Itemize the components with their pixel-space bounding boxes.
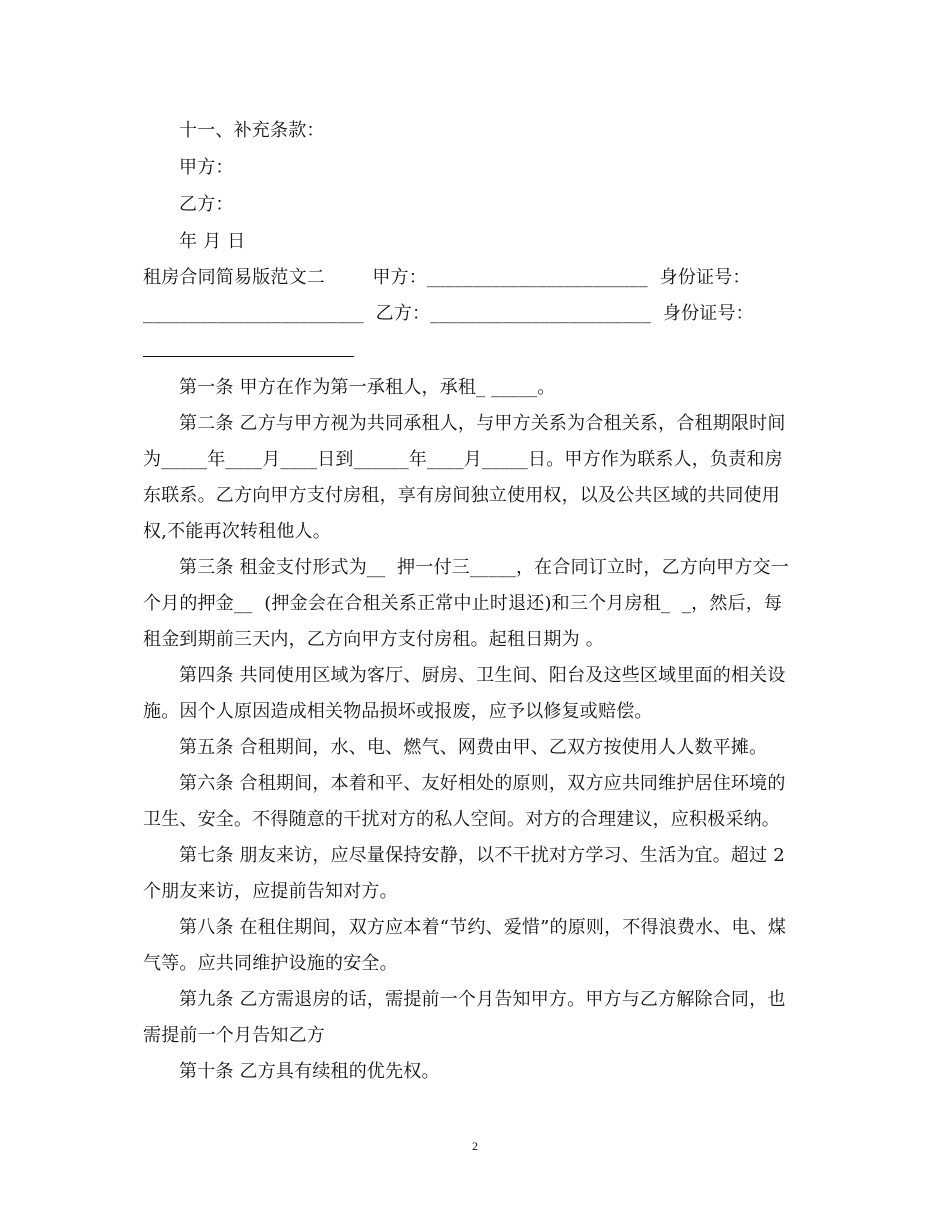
article-7-line-2: 个朋友来访，应提前告知对方。: [143, 881, 398, 902]
supplement-party-b: 乙方：: [179, 194, 234, 215]
supplement-heading: 十一、补充条款：: [179, 120, 325, 141]
article-2-line-4: 权,不能再次转租他人。: [143, 521, 331, 542]
page-number: 2: [472, 1139, 478, 1153]
article-6-line-2: 卫生、安全。不得随意的干扰对方的私人空间。对方的合理建议，应积极采纳。: [143, 809, 780, 830]
article-9-line-1: 第九条 乙方需退房的话，需提前一个月告知甲方。甲方与乙方解除合同，也: [179, 989, 786, 1010]
article-3-line-3: 租金到期前三天内，乙方向甲方支付房租。起租日期为 。: [143, 629, 604, 650]
contract-title-line: 租房合同简易版范文二 甲方：________________________ 身份证号：: [143, 267, 751, 288]
article-9-line-2: 需提前一个月告知乙方: [143, 1025, 325, 1046]
article-2-line-2: 为_____年____月____日到______年____月_____日。甲方作为联系人，负责和房: [143, 449, 783, 470]
article-2-line-3: 东联系。乙方向甲方支付房租，享有房间独立使用权，以及公共区域的共同使用: [143, 485, 780, 506]
article-8-line-2: 气等。应共同维护设施的安全。: [143, 953, 398, 974]
party-b-line: ________________________ 乙方：________________________ 身份证号：: [143, 303, 754, 324]
article-3-line-2: 个月的押金__ (押金会在合租关系正常中止时退还)和三个月房租_ _，然后，每: [143, 593, 783, 614]
supplement-party-a: 甲方：: [179, 157, 234, 178]
supplement-date: 年 月 日: [179, 231, 246, 252]
article-2-line-1: 第二条 乙方与甲方视为共同承租人，与甲方关系为合租关系，合租期限时间: [179, 413, 786, 434]
article-4-line-2: 施。因个人原因造成相关物品损坏或报废，应予以修复或赔偿。: [143, 701, 653, 722]
article-6-line-1: 第六条 合租期间，本着和平、友好相处的原则，双方应共同维护居住环境的: [179, 773, 786, 794]
article-5: 第五条 合租期间，水、电、燃气、网费由甲、乙双方按使用人人数平摊。: [179, 737, 768, 758]
article-7-line-1: 第七条 朋友来访，应尽量保持安静，以不干扰对方学习、生活为宜。超过 2: [179, 845, 785, 866]
article-8-line-1: 第八条 在租住期间，双方应本着“节约、爱惜”的原则，不得浪费水、电、煤: [179, 917, 787, 938]
article-4-line-1: 第四条 共同使用区域为客厅、厨房、卫生间、阳台及这些区域里面的相关设: [179, 665, 786, 686]
article-10: 第十条 乙方具有续租的优先权。: [179, 1061, 440, 1082]
article-1: 第一条 甲方在作为第一承租人，承租_ _____。: [179, 377, 556, 398]
id-number-blank: [143, 356, 354, 357]
article-3-line-1: 第三条 租金支付形式为__ 押一付三_____，在合同订立时，乙方向甲方交一: [179, 557, 789, 578]
